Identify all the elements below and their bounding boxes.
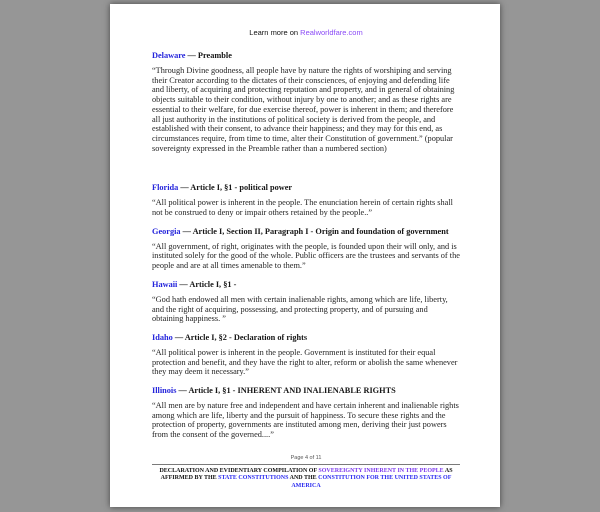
header-note-text: Learn more on xyxy=(249,28,299,37)
footer-link-us-constitution[interactable]: CONSTITUTION FOR THE UNITED STATES OF AMERICA xyxy=(291,475,452,489)
section-body-idaho: “All political power is inherent in the people. Government is instituted for their equal protection and benefit, and they have the right to alter, reform or abolish the same whenever they may deem it necessary.” xyxy=(152,347,458,377)
footer-link-state-constitutions[interactable]: STATE CONSTITUTIONS xyxy=(218,475,289,481)
section-body-georgia: “All government, of right, originates with the people, is founded upon their will only, and is instituted solely for the good of the whole. Public officers are the trustees and servants of the people and are at all times amenable to them.” xyxy=(152,241,460,271)
state-link-illinois[interactable]: Illinois xyxy=(152,386,177,396)
section-heading-hawaii xyxy=(152,280,460,291)
section-heading-georgia xyxy=(152,227,460,238)
footer-link-sovereignty[interactable]: SOVEREIGNTY INHERENT IN THE PEOPLE xyxy=(318,467,444,474)
section-body-hawaii: “God hath endowed all men with certain inalienable rights, among which are life, liberty, and the right of acquiring, possessing, and protecting property, and of pursuing and obtaining happiness. ” xyxy=(152,294,448,324)
state-link-idaho[interactable]: Idaho xyxy=(152,332,173,342)
footer-text-part3: AND THE xyxy=(288,475,319,481)
footer-text-part1: DECLARATION AND EVIDENTIARY COMPILATION OF xyxy=(159,467,319,474)
section-body-delaware: “Through Divine goodness, all people have by nature the rights of worshiping and serving their Creator according to the dictates of their consciences, of enjoying and defending life and liberty, of acquiring and protecting reputation and property, and in general of obtaining objects suitable to their condition, without injury by one to another; and as these rights are essential to their welfare, for due exercise thereof, power is inherent in them; and therefore all just authority in the institutions of political society is derived from the people, and established with their consent, to advance their happiness; and they may for this end, as circumstances require, from time to time, alter their Constitution of government.” (popular sovereignty expressed in the Preamble rather than a numbered section) xyxy=(152,66,455,153)
page-footer xyxy=(152,455,460,491)
section-heading-idaho xyxy=(152,333,460,344)
state-link-hawaii[interactable]: Hawaii xyxy=(152,279,178,289)
footer-text-part2: AS AFFIRMED BY THE xyxy=(160,467,453,481)
section-title: — Article I, Section II, Paragraph I - Origin and foundation of government xyxy=(180,226,449,236)
document-page xyxy=(110,4,500,507)
page-number: Page 4 of 11 xyxy=(290,454,322,461)
header-note xyxy=(152,28,460,37)
section-title: — Preamble xyxy=(185,51,232,60)
state-link-florida[interactable]: Florida xyxy=(152,183,179,193)
section-heading-delaware xyxy=(152,51,460,62)
page-content xyxy=(110,4,500,507)
state-link-georgia[interactable]: Georgia xyxy=(152,226,181,236)
section-title: — Article I, §2 - Declaration of rights xyxy=(172,332,308,342)
section-heading-florida xyxy=(152,183,460,194)
realworldfare-link[interactable]: Realworldfare.com xyxy=(300,28,363,37)
footer-legal-text xyxy=(152,468,460,491)
state-link-delaware[interactable]: Delaware xyxy=(152,51,186,60)
section-title: — Article I, §1 - xyxy=(177,279,237,289)
section-title: — Article I, §1 - INHERENT AND INALIENABLE RIGHTS xyxy=(176,386,396,396)
section-body-illinois: “All men are by nature free and independent and have certain inherent and inalienable rights among which are life, liberty and the pursuit of happiness. To secure these rights and the protection of property, governments are instituted among men, deriving their just powers from the consent of the governed....” xyxy=(152,401,459,440)
section-heading-illinois xyxy=(152,386,460,397)
section-title: — Article I, §1 - political power xyxy=(178,183,293,193)
footer-divider xyxy=(152,464,460,465)
section-body-florida: “All political power is inherent in the people. The enunciation herein of certain rights shall not be construed to deny or impair others retained by the people..” xyxy=(152,198,453,218)
